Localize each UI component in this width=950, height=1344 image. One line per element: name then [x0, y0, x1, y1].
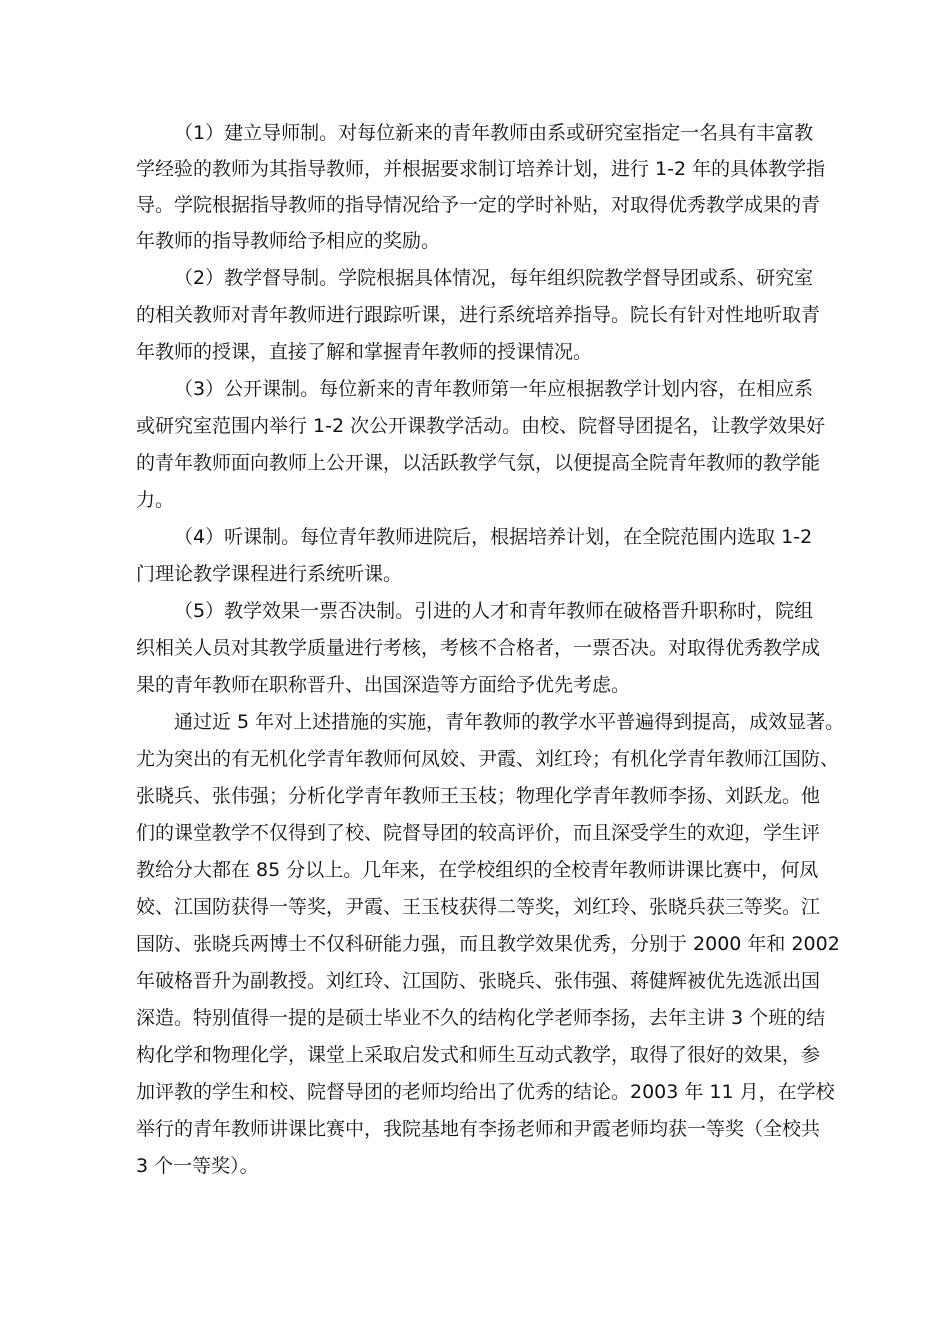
text-line: 3 个一等奖）。	[136, 1155, 259, 1177]
text-line: 年教师的指导教师给予相应的奖励。	[136, 230, 441, 252]
text-line: 力。	[136, 489, 175, 511]
text-line: 姣、江国防获得一等奖，尹霞、王玉枝获得二等奖，刘红玲、张晓兵获三等奖。江	[136, 896, 821, 918]
text-line: 国防、张晓兵两博士不仅科研能力强，而且教学效果优秀，分别于 2000 年和 2002	[136, 933, 840, 955]
text-line: （2）教学督导制。学院根据具体情况，每年组织院教学督导团或系、研究室	[174, 267, 814, 289]
text-line: 年教师的授课，直接了解和掌握青年教师的授课情况。	[136, 341, 593, 363]
text-line: （4）听课制。每位青年教师进院后，根据培养计划，在全院范围内选取 1-2	[174, 526, 813, 548]
text-line: 年破格晋升为副教授。刘红玲、江国防、张晓兵、张伟强、蒋健辉被优先选派出国	[136, 970, 821, 992]
text-line: 深造。特别值得一提的是硕士毕业不久的结构化学老师李扬，去年主讲 3 个班的结	[136, 1007, 826, 1029]
text-line: （1）建立导师制。对每位新来的青年教师由系或研究室指定一名具有丰富教	[174, 122, 814, 144]
text-line: 果的青年教师在职称晋升、出国深造等方面给予优先考虑。	[136, 674, 631, 696]
text-line: 举行的青年教师讲课比赛中，我院基地有李扬老师和尹霞老师均获一等奖（全校共	[136, 1118, 821, 1140]
text-line: 门理论教学课程进行系统听课。	[136, 563, 403, 585]
text-line: 通过近 5 年对上述措施的实施，青年教师的教学水平普遍得到提高，成效显著。	[174, 711, 845, 733]
text-line: （5）教学效果一票否决制。引进的人才和青年教师在破格晋升职称时，院组	[174, 600, 814, 622]
text-line: 的相关教师对青年教师进行跟踪听课，进行系统培养指导。院长有针对性地听取青	[136, 304, 821, 326]
text-line: 导。学院根据指导教师的指导情况给予一定的学时补贴，对取得优秀教学成果的青	[136, 194, 821, 216]
text-line: （3）公开课制。每位新来的青年教师第一年应根据教学计划内容，在相应系	[174, 378, 814, 400]
text-line: 教给分大都在 85 分以上。几年来，在学校组织的全校青年教师讲课比赛中，何凤	[136, 859, 819, 881]
text-line: 的青年教师面向教师上公开课，以活跃教学气氛，以便提高全院青年教师的教学能	[136, 452, 821, 474]
text-line: 加评教的学生和校、院督导团的老师均给出了优秀的结论。2003 年 11 月，在学校	[136, 1081, 835, 1103]
text-line: 织相关人员对其教学质量进行考核，考核不合格者，一票否决。对取得优秀教学成	[136, 637, 821, 659]
text-line: 学经验的教师为其指导教师，并根据要求制订培养计划，进行 1-2 年的具体教学指	[136, 158, 826, 180]
text-line: 构化学和物理化学，课堂上采取启发式和师生互动式教学，取得了很好的效果，参	[136, 1044, 821, 1066]
text-line: 或研究室范围内举行 1-2 次公开课教学活动。由校、院督导团提名，让教学效果好	[136, 415, 826, 437]
text-line: 尤为突出的有无机化学青年教师何凤姣、尹霞、刘红玲；有机化学青年教师江国防、	[136, 748, 840, 770]
text-line: 张晓兵、张伟强；分析化学青年教师王玉枝；物理化学青年教师李扬、刘跃龙。他	[136, 785, 821, 807]
text-line: 们的课堂教学不仅得到了校、院督导团的较高评价，而且深受学生的欢迎，学生评	[136, 822, 821, 844]
